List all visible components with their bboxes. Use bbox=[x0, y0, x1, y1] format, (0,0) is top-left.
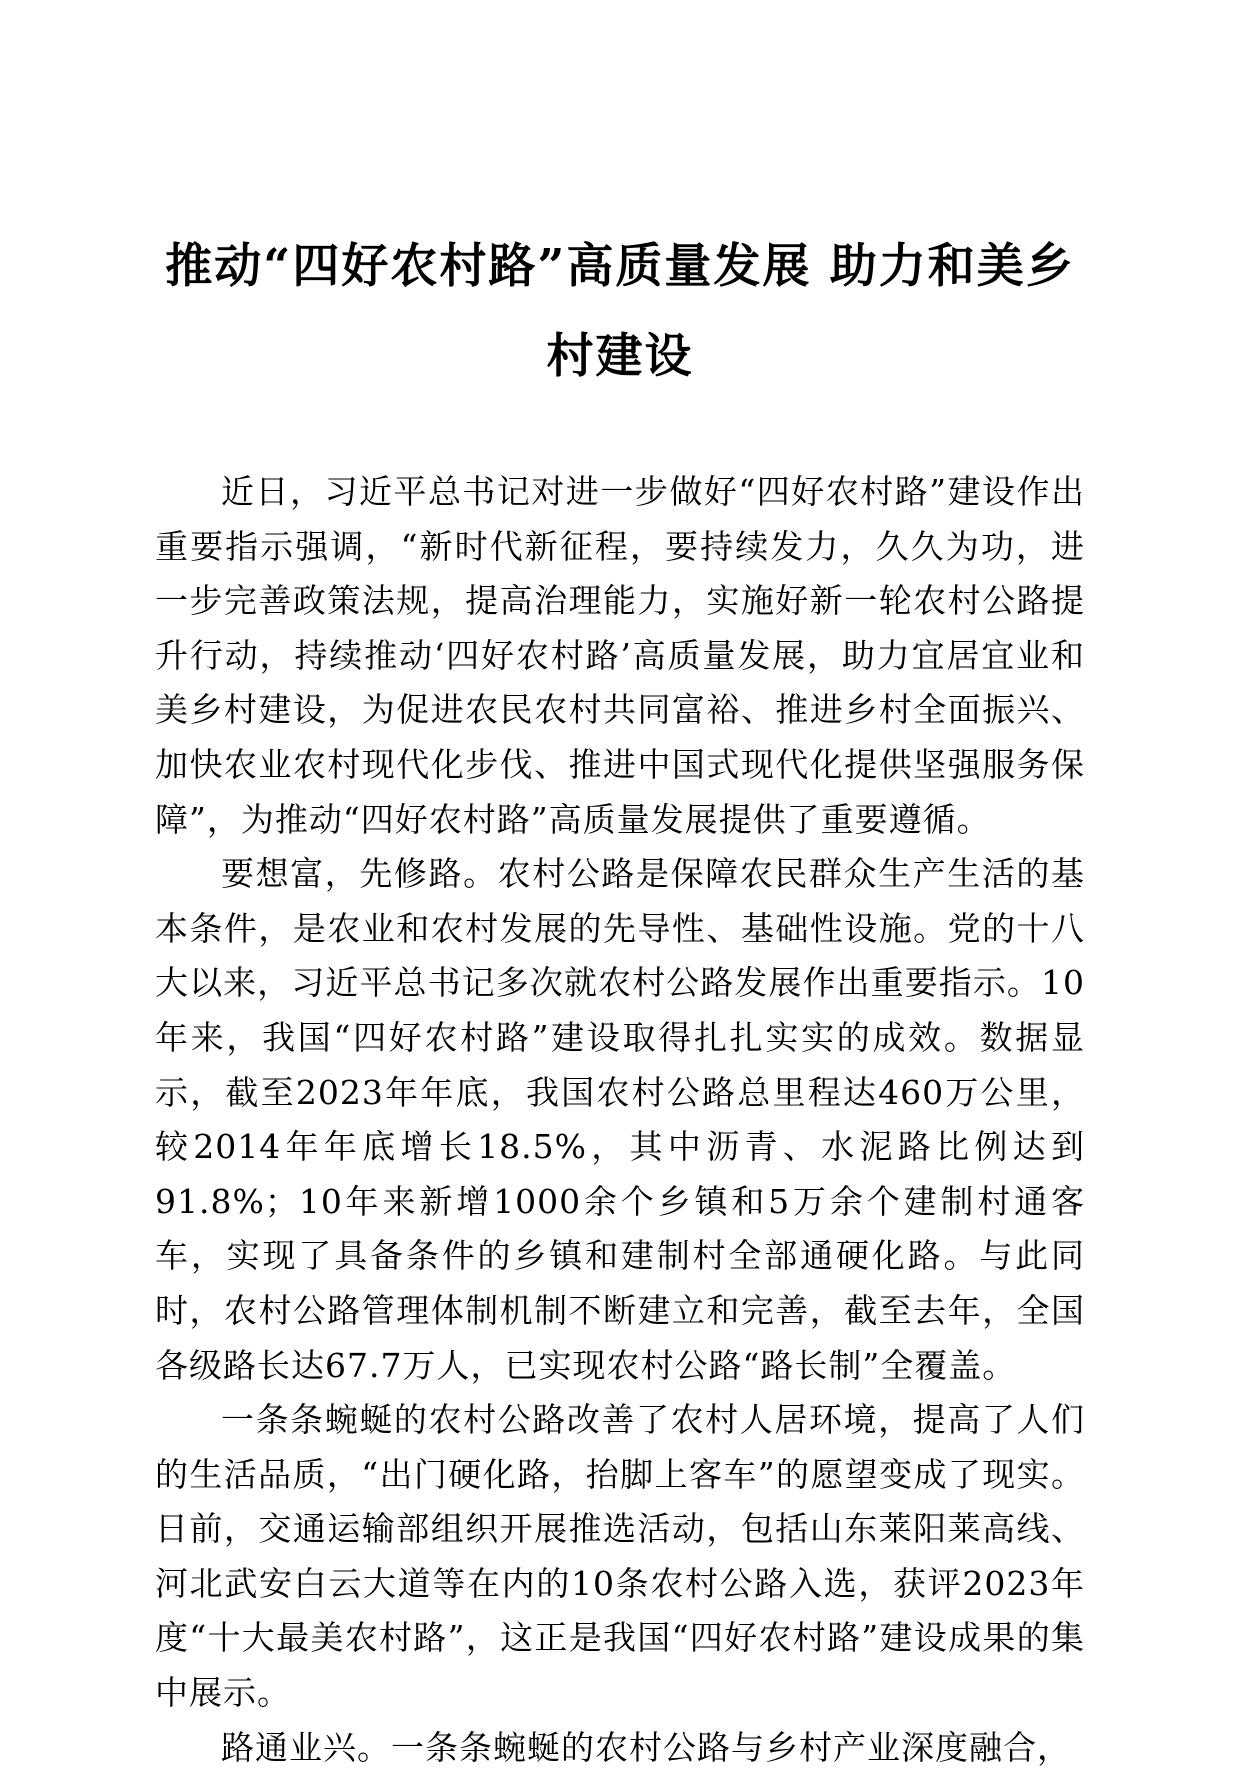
paragraph: 近日，习近平总书记对进一步做好“四好农村路”建设作出重要指示强调，“新时代新征程，要持续发力，久久为功，进一步完善政策法规，提高治理能力，实施好新一轮农村公路提升行动，持续推动‘四好农村路’高质量发展，助力宜居宜业和美乡村建设，为促进农民农村共同富裕、推进乡村全面振兴、加快农业农村现代化步伐、推进中国式现代化提供坚强服务保障”，为推动“四好农村路”高质量发展提供了重要遵循。 bbox=[155, 472, 1085, 839]
document-body bbox=[155, 465, 1085, 1775]
paragraph: 路通业兴。一条条蜿蜒的农村公路与乡村产业深度融合， bbox=[221, 1727, 1071, 1767]
paragraph: 要想富，先修路。农村公路是保障农民群众生产生活的基本条件，是农业和农村发展的先导性、基础性设施。党的十八大以来，习近平总书记多次就农村公路发展作出重要指示。10年来，我国“四好农村路”建设取得扎扎实实的成效。数据显示，截至2023年年底，我国农村公路总里程达460万公里，较2014年年底增长18.5%，其中沥青、水泥路比例达到91.8%；10年来新增1000余个乡镇和5万余个建制村通客车，实现了具备条件的乡镇和建制村全部通硬化路。与此同时，农村公路管理体制机制不断建立和完善，截至去年，全国各级路长达67.7万人，已实现农村公路“路长制”全覆盖。 bbox=[155, 854, 1085, 1385]
title-line: 推动“四好农村路”高质量发展 助力和美乡 bbox=[165, 239, 1075, 294]
title-line: 村建设 bbox=[546, 329, 694, 384]
paragraph: 一条条蜿蜒的农村公路改善了农村人居环境，提高了人们的生活品质，“出门硬化路，抬脚上客车”的愿望变成了现实。日前，交通运输部组织开展推选活动，包括山东莱阳莱高线、河北武安白云大道等在内的10条农村公路入选，获评2023年度“十大最美农村路”，这正是我国“四好农村路”建设成果的集中展示。 bbox=[155, 1400, 1085, 1713]
document-title bbox=[150, 222, 1090, 402]
